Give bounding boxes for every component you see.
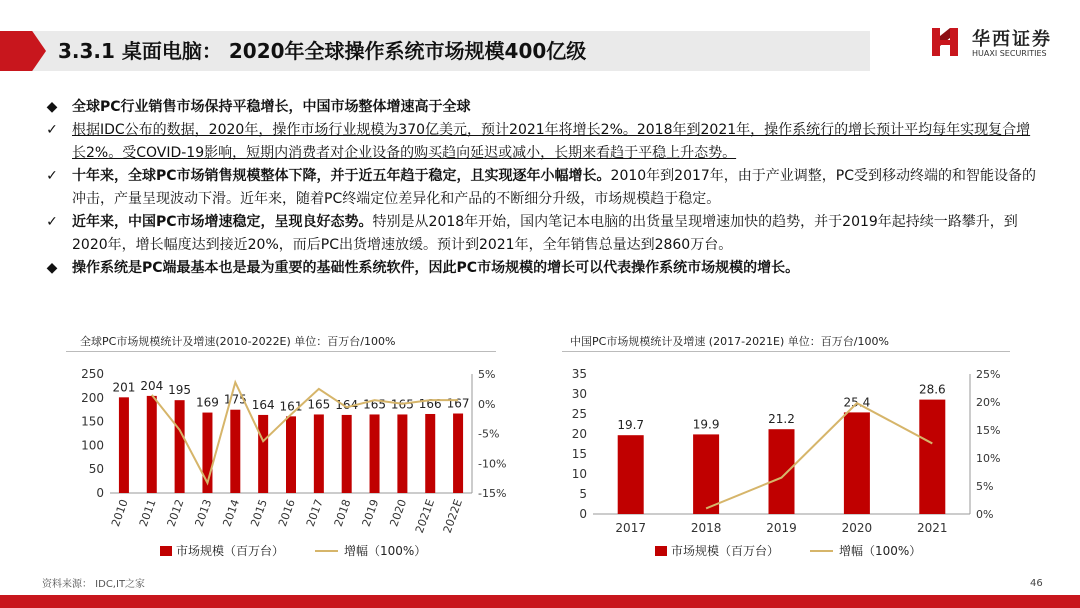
check-bullet-icon: ✓ [46, 214, 58, 230]
legend-bar-label: 市场规模（百万台） [176, 544, 285, 558]
y2-tick-label: -5% [478, 427, 500, 441]
global-pc-chart [60, 356, 520, 566]
bar [397, 414, 407, 493]
bar-value-label: 19.7 [617, 418, 645, 433]
y-tick-label: 150 [81, 414, 104, 429]
diamond-bullet-icon: ◆ [46, 99, 58, 115]
china-chart-title: 中国PC市场规模统计及增速 (2017-2021E) 单位：百万台/100% [570, 335, 889, 348]
bar [919, 400, 945, 514]
bullet-item [42, 119, 1042, 165]
bullet-bold-text: 全球PC行业销售市场保持平稳增长，中国市场整体增速高于全球 [72, 99, 471, 115]
bullet-bold-text: 十年来，全球PC市场销售规模整体下降，并于近五年趋于稳定，且实现逐年小幅增长。 [72, 168, 611, 184]
bar [286, 416, 296, 493]
bar-value-label: 169 [196, 395, 219, 410]
bar [147, 396, 157, 493]
bar-value-label: 161 [279, 399, 303, 414]
y2-tick-label: -15% [478, 487, 507, 500]
x-tick-label: 2012 [164, 497, 187, 529]
x-tick-label: 2017 [615, 521, 646, 535]
bar-value-label: 25.4 [843, 395, 871, 410]
y2-tick-label: -10% [478, 457, 507, 471]
y-tick-label: 20 [571, 427, 587, 441]
china-chart-rule [562, 351, 1010, 352]
y-tick-label: 50 [88, 462, 104, 477]
y-tick-label: 10 [571, 467, 587, 481]
x-tick-label: 2016 [276, 497, 298, 529]
bar [258, 415, 268, 493]
bullet-text: 2010年到2017年，由于产业调整，PC受到移动终端的和智能设备的冲击，产量呈现波动下滑。近年来，随着PC终端定位差异化和产品的不断细分升级，市场规模趋于稳定。 [72, 168, 1037, 207]
bottom-bar [0, 595, 1080, 608]
x-tick-label: 2013 [192, 497, 215, 529]
page-number: 46 [1030, 578, 1043, 589]
bar [230, 410, 240, 493]
bar-value-label: 166 [418, 396, 442, 411]
bar-value-label: 19.9 [692, 417, 720, 432]
x-tick-label: 2022E [440, 497, 465, 535]
x-tick-label: 2020 [841, 521, 873, 535]
logo-cn-text: 华西证券 [972, 29, 1052, 50]
y2-tick-label: 5% [478, 368, 496, 381]
china-pc-chart [555, 356, 1020, 566]
y2-tick-label: 5% [976, 480, 994, 493]
x-tick-label: 2019 [766, 521, 797, 535]
bar-value-label: 165 [390, 397, 414, 412]
y-tick-label: 0 [579, 507, 587, 521]
bar-value-label: 204 [140, 378, 164, 393]
y2-tick-label: 0% [976, 508, 994, 521]
y2-tick-label: 25% [976, 368, 1001, 381]
bullet-text: 根据IDC公布的数据，2020年，操作市场行业规模为370亿美元，预计2021年将增长2%。2018年到2021年，操作系统行的增长预计平均每年实现复合增长2%。受COVID-19影响，短期内消费者对企业设备的购买趋向延迟或减小，长期来看趋于平稳上升态势。 [72, 122, 1031, 161]
x-tick-label: 2015 [248, 497, 270, 529]
bar [342, 415, 352, 493]
x-tick-label: 2019 [359, 497, 382, 529]
y2-tick-label: 10% [976, 452, 1001, 465]
bullet-list [42, 96, 1042, 280]
legend-line-label: 增幅（100%） [839, 544, 922, 558]
x-tick-label: 2010 [108, 497, 131, 529]
legend-bar-swatch [655, 546, 667, 556]
y2-tick-label: 0% [478, 397, 496, 411]
y-tick-label: 250 [81, 367, 104, 381]
y-tick-label: 25 [571, 407, 587, 421]
bar [425, 414, 435, 493]
bar [370, 414, 380, 493]
bullet-bold-text: 操作系统是PC端最基本也是最为重要的基础性系统软件，因此PC市场规模的增长可以代表操作系统市场规模的增长。 [72, 260, 800, 276]
legend-line-label: 增幅（100%） [344, 544, 427, 558]
y-tick-label: 100 [81, 438, 104, 453]
global-chart-rule [66, 351, 496, 352]
check-bullet-icon: ✓ [46, 122, 58, 138]
bar-value-label: 21.2 [768, 412, 795, 427]
bar-value-label: 28.6 [918, 382, 946, 397]
page-title: 3.3.1 桌面电脑： 2020年全球操作系统市场规模400亿级 [58, 39, 587, 63]
x-tick-label: 2017 [303, 497, 326, 529]
bar-value-label: 164 [251, 397, 275, 412]
x-tick-label: 2018 [690, 521, 722, 535]
bar [314, 414, 324, 493]
y-tick-label: 0 [96, 486, 104, 500]
bullet-item [42, 257, 1042, 280]
bullet-text: 特别是从2018年开始，国内笔记本电脑的出货量呈现增速加快的趋势，并于2019年起持续一路攀升，到2020年，增长幅度达到接近20%，而后PC出货增速放缓。预计到2021年，全年销售总量达到2860万台。 [72, 214, 1018, 253]
bar [119, 397, 129, 493]
bar-value-label: 167 [446, 396, 470, 411]
bullet-item [42, 96, 1042, 119]
y2-tick-label: 15% [976, 424, 1001, 437]
x-tick-label: 2021 [917, 521, 948, 535]
bar [693, 434, 719, 514]
global-chart-title: 全球PC市场规模统计及增速(2010-2022E) 单位：百万台/100% [80, 335, 396, 348]
diamond-bullet-icon: ◆ [46, 260, 58, 276]
x-tick-label: 2020 [387, 497, 410, 529]
logo-en-text: HUAXI SECURITIES [972, 49, 1047, 58]
y-tick-label: 5 [579, 487, 587, 501]
y-tick-label: 200 [81, 390, 104, 405]
bullet-item [42, 211, 1042, 257]
logo-mark-icon [930, 24, 962, 58]
bar-value-label: 164 [335, 397, 359, 412]
bullet-bold-text: 近年来，中国PC市场增速稳定，呈现良好态势。 [72, 214, 373, 230]
company-logo [930, 24, 1070, 64]
x-tick-label: 2011 [136, 497, 159, 529]
y-tick-label: 35 [571, 367, 587, 381]
bar [618, 435, 644, 514]
x-tick-label: 2014 [220, 497, 243, 529]
x-tick-label: 2021E [412, 497, 438, 535]
bar [844, 412, 870, 514]
bar-value-label: 175 [223, 392, 247, 407]
y-tick-label: 15 [571, 447, 587, 461]
legend-bar-swatch [160, 546, 172, 556]
legend-bar-label: 市场规模（百万台） [671, 544, 780, 558]
bar-value-label: 165 [307, 397, 331, 412]
bar [175, 400, 185, 493]
y2-tick-label: 20% [976, 396, 1001, 409]
y-tick-label: 30 [571, 387, 587, 401]
bar-value-label: 165 [363, 397, 386, 412]
bar [769, 429, 795, 514]
bar [453, 414, 463, 493]
bar-value-label: 195 [168, 383, 192, 398]
growth-line [706, 403, 932, 508]
bullet-item [42, 165, 1042, 211]
x-tick-label: 2018 [331, 497, 354, 529]
bar-value-label: 201 [112, 380, 136, 395]
source-note: 资料来源： IDC,IT之家 [42, 579, 146, 590]
check-bullet-icon: ✓ [46, 168, 58, 184]
